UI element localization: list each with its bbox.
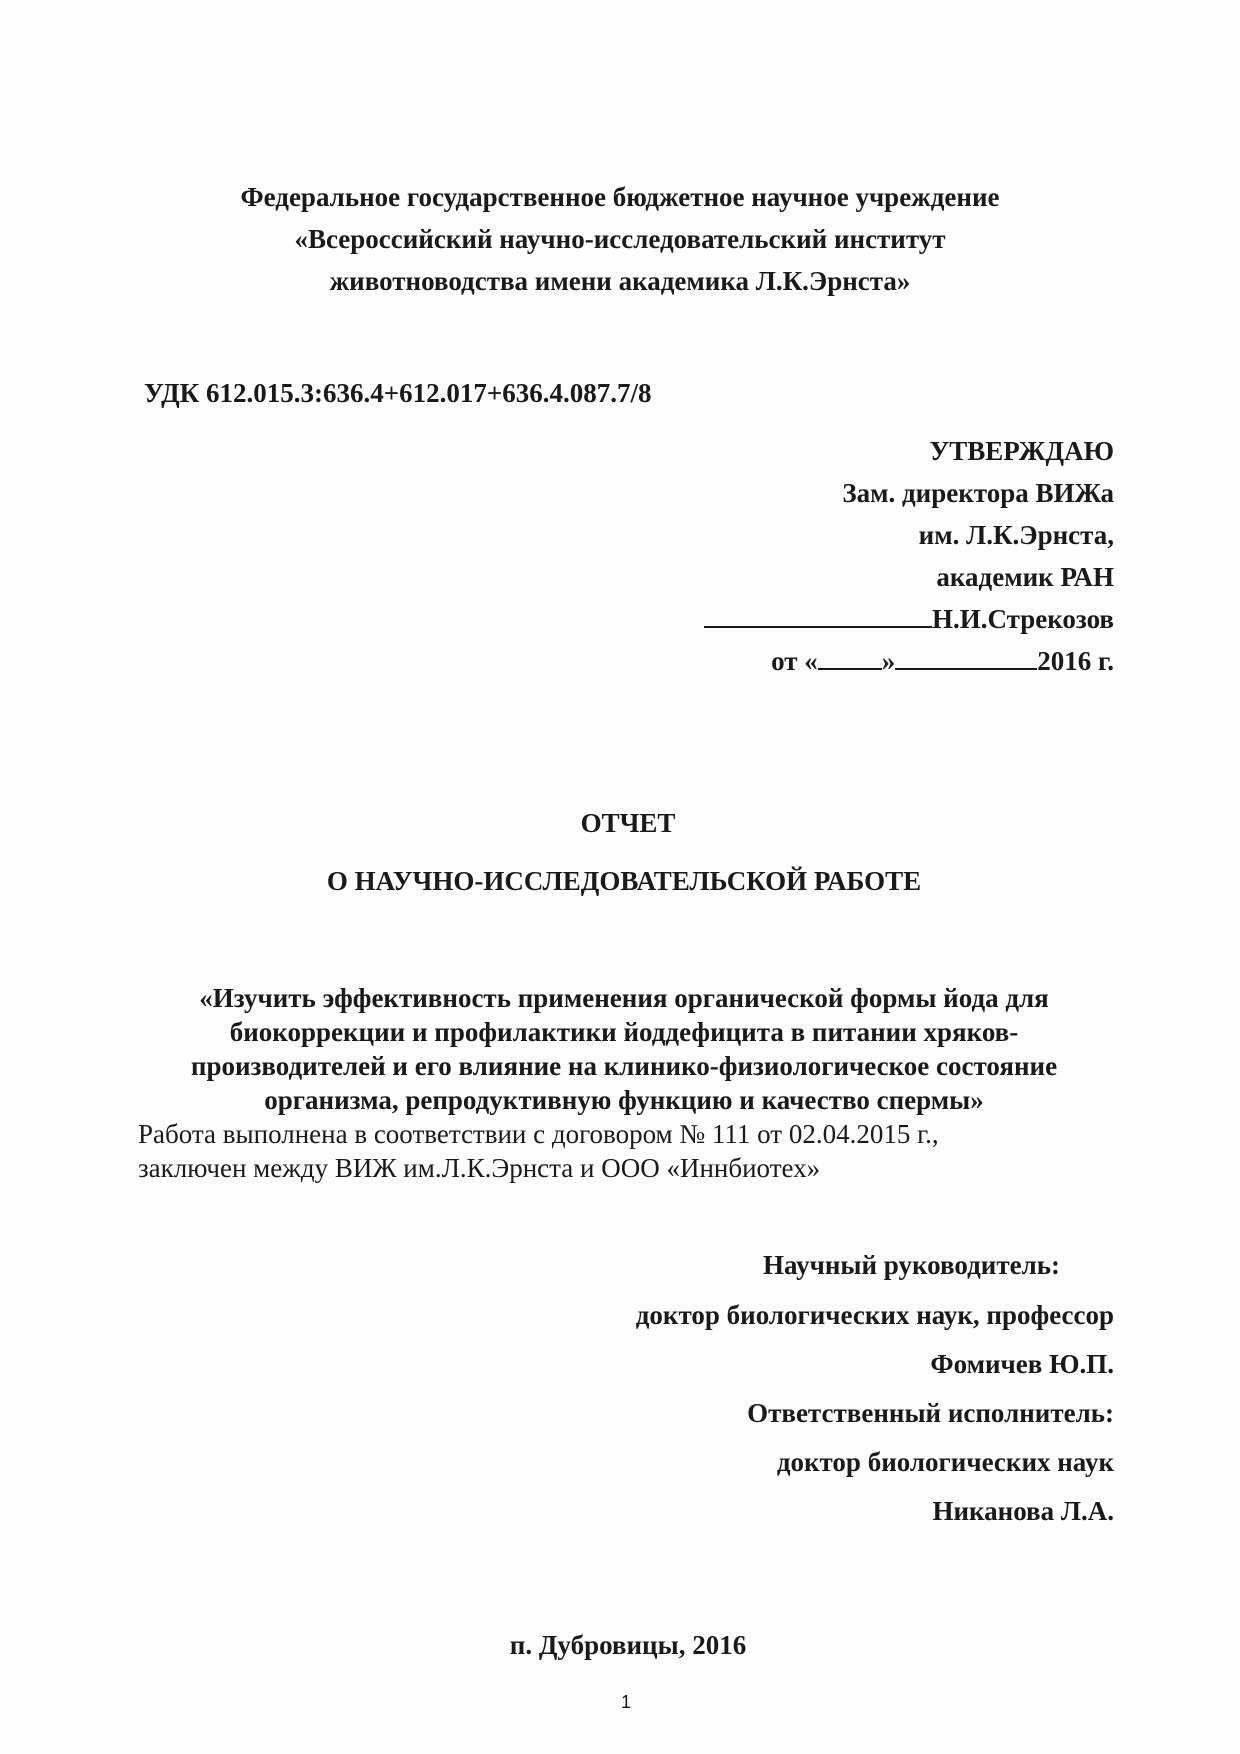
- date-mid: »: [881, 646, 896, 676]
- report-subtitle: О НАУЧНО-ИССЛЕДОВАТЕЛЬСКОЙ РАБОТЕ: [326, 866, 922, 896]
- executor-label: Ответственный исполнитель:: [747, 1398, 1114, 1428]
- org-header-line-3: животноводства имени академика Л.К.Эрнста»: [329, 266, 911, 296]
- org-header-line-2: «Всероссийский научно-исследовательский институт: [294, 224, 946, 254]
- approval-institute: им. Л.К.Эрнста,: [918, 520, 1114, 550]
- day-blank: [818, 646, 882, 670]
- contract-line-2: заключен между ВИЖ им.Л.К.Эрнста и ООО «Иннбиотех»: [138, 1153, 821, 1183]
- executor-degree: доктор биологических наук: [776, 1447, 1114, 1477]
- contract-line-1: Работа выполнена в соответствии с договором № 111 от 02.04.2015 г.,: [138, 1119, 939, 1149]
- topic-line-2: биокоррекции и профилактики йоддефицита в питании хряков-: [229, 1017, 1019, 1047]
- topic-line-3: производителей и его влияние на клинико-физиологическое состояние: [190, 1051, 1058, 1081]
- udk-code: УДК 612.015.3:636.4+612.017+636.4.087.7/8: [144, 378, 652, 408]
- signature-blank: [704, 604, 932, 628]
- executor-name: Никанова Л.А.: [932, 1496, 1114, 1526]
- page-number: 1: [620, 1692, 631, 1712]
- supervisor-label: [763, 1248, 1060, 1297]
- approval-heading: УТВЕРЖДАЮ: [929, 436, 1114, 466]
- supervisor-block: [636, 1298, 1114, 1543]
- approval-position: Зам. директора ВИЖа: [842, 478, 1114, 508]
- approval-rank: академик РАН: [936, 562, 1114, 592]
- supervisor-label-text: Научный руководитель:: [763, 1250, 1060, 1280]
- approval-signature-line: [704, 602, 1114, 636]
- date-prefix: от «: [771, 646, 818, 676]
- supervisor-name: Фомичев Ю.П.: [930, 1349, 1114, 1379]
- topic-line-1: «Изучить эффективность применения органической формы йода для: [199, 983, 1049, 1013]
- org-header-line-1: Федеральное государственное бюджетное научное учреждение: [240, 182, 1000, 212]
- month-blank: [895, 646, 1037, 670]
- supervisor-degree: доктор биологических наук, профессор: [635, 1300, 1114, 1330]
- report-title: ОТЧЕТ: [580, 808, 676, 838]
- approval-name: Н.И.Стрекозов: [931, 604, 1114, 634]
- place-year: п. Дубровицы, 2016: [509, 1630, 747, 1660]
- topic-line-4: организма, репродуктивную функцию и качество спермы»: [264, 1085, 984, 1115]
- approval-date-line: [771, 644, 1114, 678]
- date-year: 2016 г.: [1037, 646, 1114, 676]
